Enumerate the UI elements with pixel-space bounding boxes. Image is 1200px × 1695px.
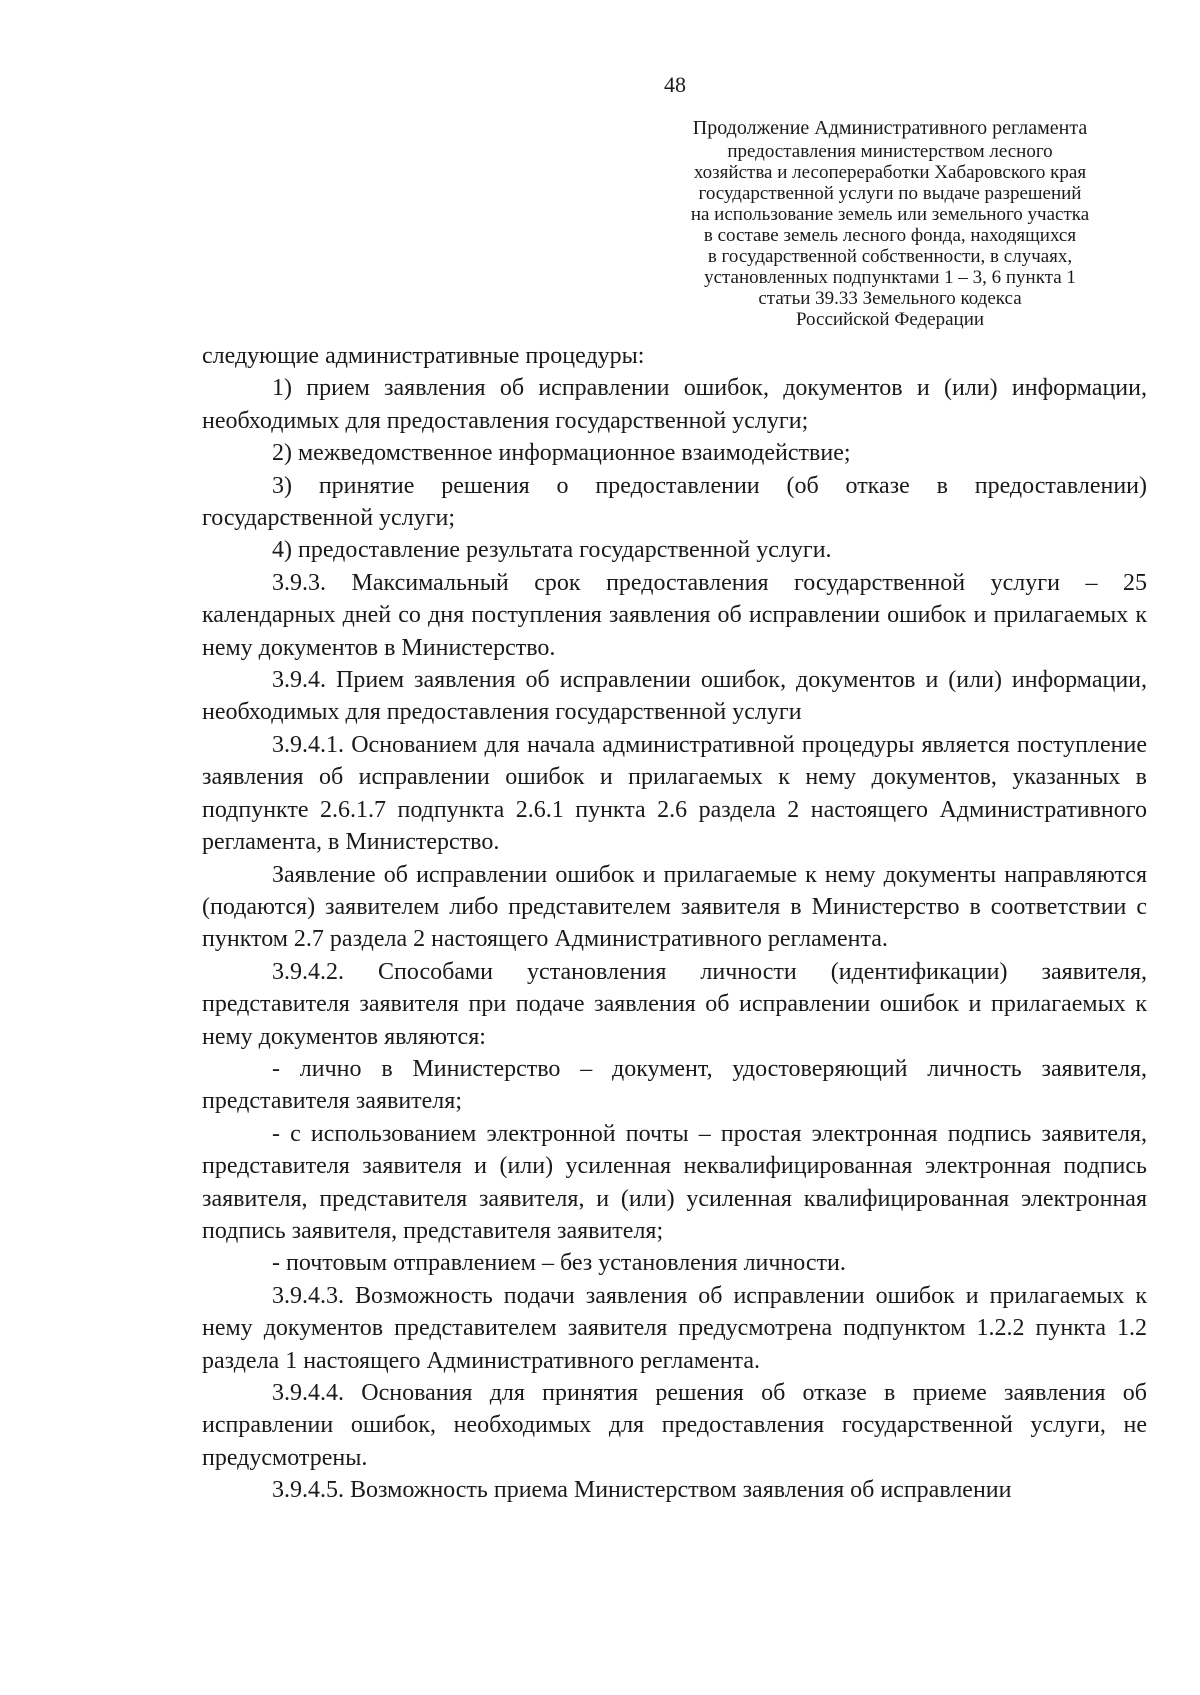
document-header [620, 115, 1160, 330]
header-line: хозяйства и лесопереработки Хабаровского края [693, 162, 1087, 183]
paragraph: 4) предоставление результата государственной услуги. [272, 537, 832, 564]
paragraph: 3.9.4.1. Основанием для начала административной процедуры является поступление заявления об исправлении ошибок и прилагаемых к нему документов, указанных в подпункте 2.6.1.7 подпункта 2.6.1 пункта 2.6 раздела 2 настоящего Административного регламента, в Министерство. [202, 731, 1147, 856]
paragraph: 1) прием заявления об исправлении ошибок, документов и (или) информации, необходимых для предоставления государственной услуги; [202, 375, 1147, 434]
paragraph: 3.9.4.5. Возможность приема Министерством заявления об исправлении [272, 1477, 1012, 1504]
page-number: 48 [664, 72, 686, 97]
header-title: Продолжение Административного регламента [692, 117, 1088, 139]
paragraph: 3) принятие решения о предоставлении (об отказе в предоставлении) государственной услуги; [202, 472, 1147, 532]
header-line: Российской Федерации [795, 309, 985, 330]
header-line: государственной услуги по выдаче разрешений [698, 183, 1082, 204]
paragraph: - лично в Министерство – документ, удостоверяющий личность заявителя, представителя заявителя; [202, 1055, 1147, 1115]
paragraph: 3.9.4. Прием заявления об исправлении ошибок, документов и (или) информации, необходимых для предоставления государственной услуги [202, 667, 1147, 726]
paragraph: - с использованием электронной почты – простая электронная подпись заявителя, представителя заявителя и (или) усиленная неквалифицированная электронная подпись заявителя, представителя заявителя, и (или) усиленная квалифицированная электронная подпись заявителя, представителя заявителя; [202, 1120, 1147, 1244]
paragraph: 3.9.3. Максимальный срок предоставления государственной услуги – 25 календарных дней со дня поступления заявления об исправлении ошибок и прилагаемых к нему документов в Министерство. [202, 569, 1147, 661]
paragraph: Заявление об исправлении ошибок и прилагаемые к нему документы направляются (подаются) заявителем либо представителем заявителя в Министерство в соответствии с пунктом 2.7 раздела 2 настоящего Административного регламента. [202, 861, 1147, 953]
header-line: установленных подпунктами 1 – 3, 6 пункта 1 [704, 267, 1076, 288]
header-line: статьи 39.33 Земельного кодекса [758, 288, 1022, 309]
paragraph: 3.9.4.3. Возможность подачи заявления об исправлении ошибок и прилагаемых к нему документов представителем заявителя предусмотрена подпунктом 1.2.2 пункта 1.2 раздела 1 настоящего Административного регламента. [202, 1282, 1147, 1374]
paragraph: следующие административные процедуры: [202, 343, 645, 369]
paragraph: 2) межведомственное информационное взаимодействие; [272, 440, 851, 467]
header-line: в государственной собственности, в случаях, [707, 246, 1073, 267]
header-line: на использование земель или земельного участка [690, 204, 1090, 225]
header-line: в составе земель лесного фонда, находящихся [703, 225, 1077, 246]
paragraph: 3.9.4.4. Основания для принятия решения об отказе в приеме заявления об исправлении ошибок, необходимых для предоставления государственной услуги, не предусмотрены. [202, 1380, 1147, 1471]
document-body [202, 340, 1147, 1507]
paragraph: - почтовым отправлением – без установления личности. [272, 1250, 846, 1277]
paragraph: 3.9.4.2. Способами установления личности (идентификации) заявителя, представителя заявителя при подаче заявления об исправлении ошибок и прилагаемых к нему документов являются: [202, 958, 1147, 1050]
header-line: предоставления министерством лесного [727, 141, 1053, 162]
